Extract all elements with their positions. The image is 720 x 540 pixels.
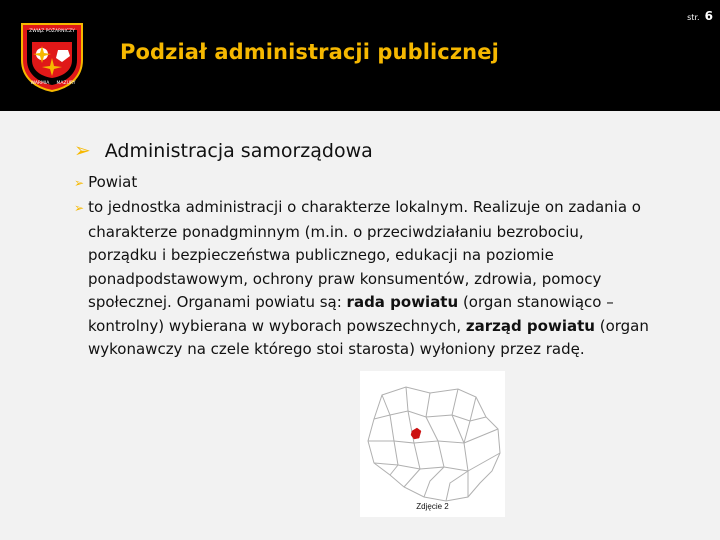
paragraph-line: charakterze ponadgminnym (m.in. o przeciwdziałaniu bezrobociu,: [88, 222, 584, 241]
content-area: [0, 111, 720, 540]
paragraph-line: [74, 291, 714, 315]
paragraph-line: [74, 315, 714, 339]
logo-bottom-left-text: WARMIA: [30, 81, 50, 86]
paragraph-line: wykonawczy na czele którego stoi starosta) wyłoniony przez radę.: [88, 340, 585, 358]
bullet-powiat: [74, 173, 137, 191]
section-heading-text: Administracja samorządowa: [104, 140, 373, 162]
bullet-powiat-text: Powiat: [88, 173, 138, 191]
paragraph-line-text: to jednostka administracji o charakterze lokalnym. Realizuje on zadania o: [88, 198, 641, 216]
paragraph-text: społecznej. Organami powiatu są:: [88, 293, 347, 311]
paragraph-text: kontrolny) wybierana w wyborach powszechnych,: [88, 316, 466, 335]
section-heading: [74, 138, 373, 162]
page-title: Podział administracji publicznej: [120, 40, 499, 64]
district-map-image: [360, 371, 505, 517]
arrow-bullet-icon: ➢: [74, 176, 85, 190]
paragraph-line: ponadpodstawowym, ochrony praw konsumentów, zdrowia, pomocy: [88, 269, 602, 288]
paragraph-line: porządku i bezpieczeństwa publicznego, edukacji na poziomie: [88, 246, 554, 264]
paragraph-text: (organ: [594, 316, 649, 335]
definition-paragraph: [74, 196, 714, 362]
highlighted-district-icon: [411, 428, 421, 439]
logo-top-text: ZWIĄZ POŻARNICZY: [29, 29, 75, 34]
image-caption: Zdjęcie 2: [416, 502, 449, 511]
page-number-value: 6: [704, 9, 713, 23]
rada-powiatu-term: rada powiatu: [346, 293, 459, 311]
fire-brigade-logo-icon: [18, 20, 86, 92]
arrow-bullet-icon: ➢: [74, 201, 85, 215]
paragraph-line: [74, 196, 714, 221]
zarzad-powiatu-term: zarząd powiatu: [465, 316, 595, 335]
paragraph-text: (organ stanowiąco –: [458, 293, 614, 311]
arrow-bullet-icon: ➢: [74, 138, 91, 162]
page-label: str.: [687, 13, 700, 22]
district-map-icon: [360, 371, 505, 517]
logo-bottom-right-text: MAZURY: [56, 81, 76, 86]
page-number: [687, 5, 713, 24]
header-bar: [0, 0, 720, 111]
